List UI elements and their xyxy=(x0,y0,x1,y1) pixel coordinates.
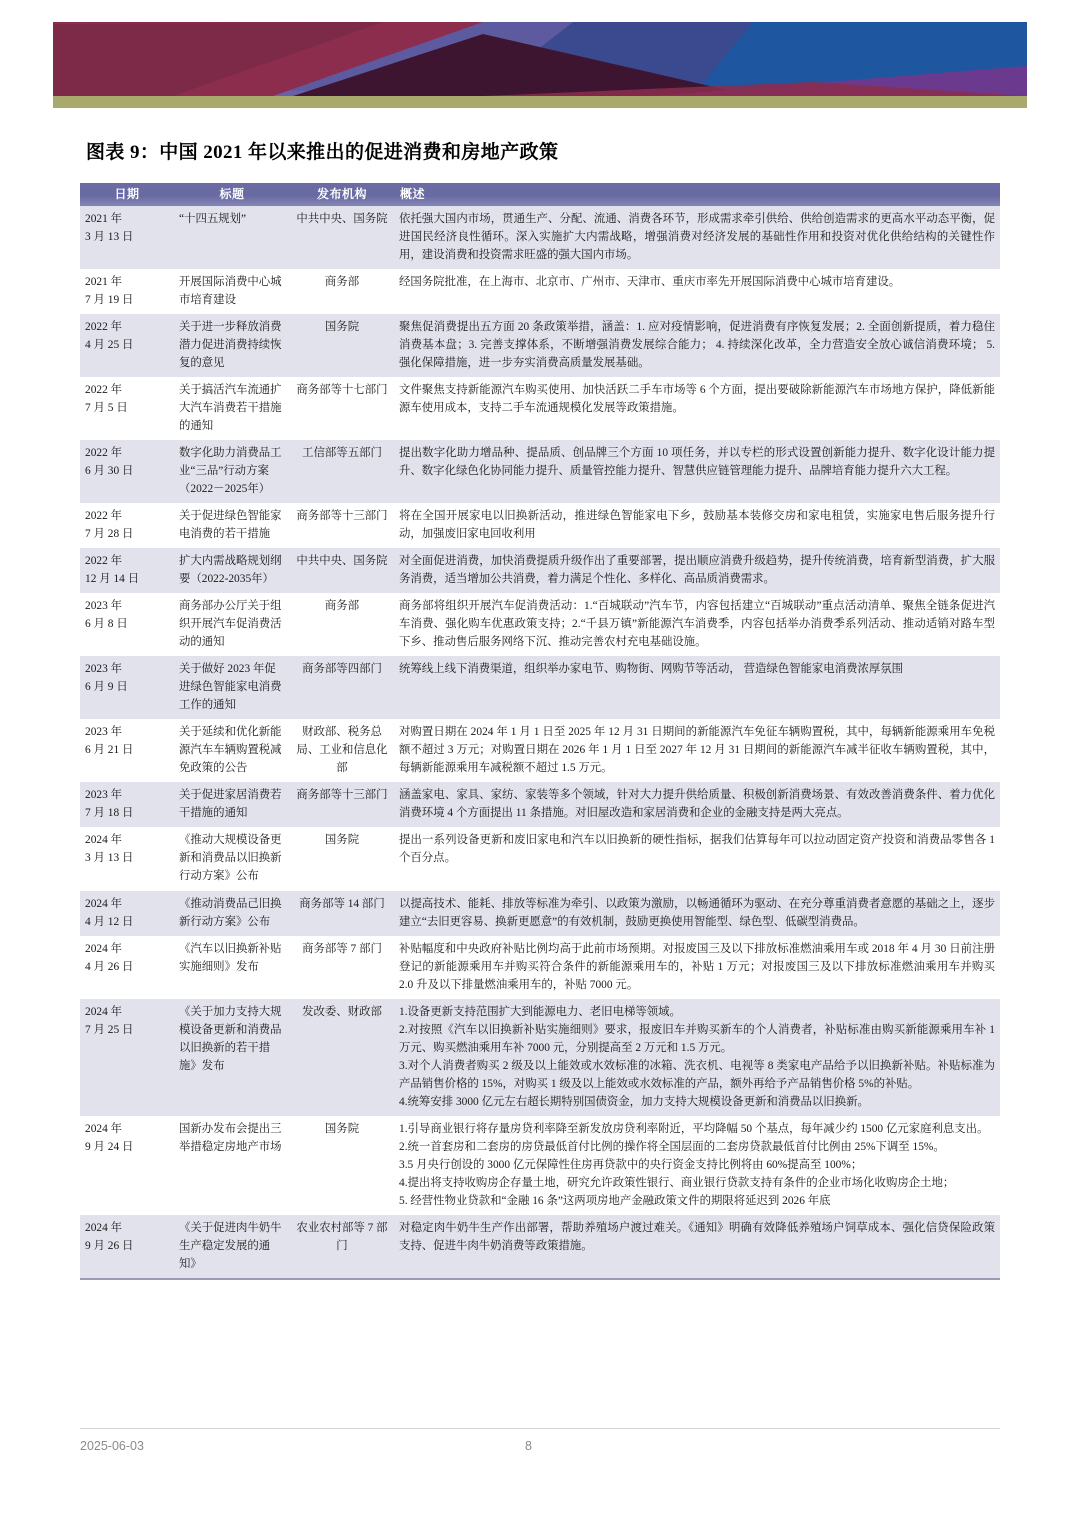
cell-title: “十四五规划” xyxy=(174,206,290,269)
cell-title: 商务部办公厅关于组织开展汽车促消费活动的通知 xyxy=(174,593,290,656)
cell-agency: 发改委、财政部 xyxy=(290,999,394,1116)
date-line: 4 月 12 日 xyxy=(85,915,134,928)
cell-date xyxy=(80,503,174,548)
cell-title: 《汽车以旧换新补贴实施细则》发布 xyxy=(174,936,290,999)
cell-summary xyxy=(394,656,1000,719)
table-row xyxy=(80,503,1000,548)
date-line: 4 月 26 日 xyxy=(85,960,134,973)
cell-agency: 商务部等 14 部门 xyxy=(290,891,394,936)
summary-paragraph: 文件聚焦支持新能源汽车购买使用、加快活跃二手车市场等 6 个方面，提出要破除新能源汽车市场地方保护，降低新能源车使用成本，支持二手车流通规模化发展等政策措施。 xyxy=(399,384,995,415)
summary-paragraph: 补贴幅度和中央政府补贴比例均高于此前市场预期。对报废国三及以下排放标准燃油乘用车或 2018 年 4 月 30 日前注册登记的新能源乘用车并购买符合条件的新能源乘用车的，补贴 1 万元；对报废国三及以下排放标准燃油乘用车并购买 2.0 升及以下排量燃油乘用车的，补贴 7000 元。 xyxy=(399,942,995,991)
date-line: 6 月 21 日 xyxy=(85,744,134,757)
date-line: 2022 年 xyxy=(85,447,123,460)
cell-title: 关于促进绿色智能家电消费的若干措施 xyxy=(174,503,290,548)
date-line: 2021 年 xyxy=(85,276,123,289)
cell-agency: 商务部等十三部门 xyxy=(290,503,394,548)
table-row xyxy=(80,269,1000,314)
cell-summary xyxy=(394,548,1000,593)
date-line: 7 月 5 日 xyxy=(85,402,128,415)
cell-title: 开展国际消费中心城市培育建设 xyxy=(174,269,290,314)
cell-summary xyxy=(394,314,1000,377)
date-line: 12 月 14 日 xyxy=(85,573,140,586)
cell-summary xyxy=(394,719,1000,782)
column-header-date: 日期 xyxy=(80,183,174,206)
cell-date xyxy=(80,440,174,503)
cell-title: 《推动大规模设备更新和消费品以旧换新行动方案》公布 xyxy=(174,827,290,890)
cell-agency: 国务院 xyxy=(290,314,394,377)
cell-date xyxy=(80,1215,174,1278)
date-line: 2024 年 xyxy=(85,834,123,847)
date-line: 6 月 9 日 xyxy=(85,681,128,694)
summary-paragraph: 对稳定肉牛奶牛生产作出部署，帮助养殖场户渡过难关。《通知》明确有效降低养殖场户饲草成本、强化信贷保险政策支持、促进牛肉牛奶消费等政策措施。 xyxy=(399,1221,995,1252)
cell-title: 数字化助力消费品工业“三品”行动方案（2022－2025年） xyxy=(174,440,290,503)
date-line: 2024 年 xyxy=(85,1221,123,1234)
table-row xyxy=(80,891,1000,936)
cell-agency: 商务部等十三部门 xyxy=(290,782,394,827)
date-line: 2024 年 xyxy=(85,942,123,955)
summary-paragraph: 1.设备更新支持范围扩大到能源电力、老旧电梯等领域。 xyxy=(399,1005,681,1018)
summary-paragraph: 提出数字化助力增品种、提品质、创品牌三个方面 10 项任务，并以专栏的形式设置创新能力提升、数字化设计能力提升、数字化绿色化协同能力提升、质量管控能力提升、智慧供应链管理能力提升、品牌培育能力提升六大工程。 xyxy=(399,447,995,478)
cell-summary xyxy=(394,1116,1000,1215)
date-line: 7 月 18 日 xyxy=(85,807,134,820)
cell-agency: 中共中央、国务院 xyxy=(290,548,394,593)
summary-paragraph: 3.5 月央行创设的 3000 亿元保障性住房再贷款中的央行资金支持比例将由 60%提高至 100%； xyxy=(399,1158,863,1171)
cell-date xyxy=(80,377,174,440)
cell-title: 关于延续和优化新能源汽车车辆购置税减免政策的公告 xyxy=(174,719,290,782)
summary-paragraph: 涵盖家电、家具、家纺、家装等多个领域，针对大力提升供给质量、积极创新消费场景、有效改善消费条件、着力优化消费环境 4 个方面提出 11 条措施。对旧屋改造和家居消费和企业的金融支持是两大亮点。 xyxy=(399,789,995,820)
table-row xyxy=(80,782,1000,827)
column-header-agency: 发布机构 xyxy=(290,183,394,206)
summary-paragraph: 4.提出将支持收购房企存量土地，研究允许政策性银行、商业银行贷款支持有条件的企业市场化收购房企土地； xyxy=(399,1176,955,1189)
date-line: 2022 年 xyxy=(85,384,123,397)
date-line: 7 月 28 日 xyxy=(85,528,134,541)
footer-date: 2025-06-03 xyxy=(80,1439,144,1453)
date-line: 2022 年 xyxy=(85,510,123,523)
cell-summary xyxy=(394,999,1000,1116)
table-row xyxy=(80,719,1000,782)
date-line: 2024 年 xyxy=(85,1122,123,1135)
cell-agency: 财政部、税务总局、工业和信息化部 xyxy=(290,719,394,782)
footer-page-number: 8 xyxy=(525,1439,532,1453)
page-footer xyxy=(80,1437,1000,1461)
table-row xyxy=(80,936,1000,999)
cell-agency: 工信部等五部门 xyxy=(290,440,394,503)
cell-title: 关于进一步释放消费潜力促进消费持续恢复的意见 xyxy=(174,314,290,377)
cell-summary xyxy=(394,503,1000,548)
column-header-title: 标题 xyxy=(174,183,290,206)
cell-date xyxy=(80,1116,174,1215)
cell-title: 《推动消费品己旧换新行动方案》公布 xyxy=(174,891,290,936)
policy-table xyxy=(80,183,1000,1278)
cell-date xyxy=(80,656,174,719)
table-row xyxy=(80,440,1000,503)
date-line: 9 月 26 日 xyxy=(85,1239,134,1252)
date-line: 2023 年 xyxy=(85,600,123,613)
cell-summary xyxy=(394,827,1000,890)
cell-summary xyxy=(394,440,1000,503)
cell-summary xyxy=(394,782,1000,827)
table-body xyxy=(80,206,1000,1278)
date-line: 6 月 30 日 xyxy=(85,465,134,478)
cell-agency: 商务部等四部门 xyxy=(290,656,394,719)
summary-paragraph: 4.统筹安排 3000 亿元左右超长期特别国债资金，加力支持大规模设备更新和消费品以旧换新。 xyxy=(399,1095,869,1108)
date-line: 7 月 25 日 xyxy=(85,1023,134,1036)
policy-table-container xyxy=(80,183,1000,1278)
summary-paragraph: 依托强大国内市场，贯通生产、分配、流通、消费各环节，形成需求牵引供给、供给创造需求的更高水平动态平衡，促进国民经济良性循环。深入实施扩大内需战略，增强消费对经济发展的基础性作用和投资对优化供给结构的关键性作用，建设消费和投资需求旺盛的强大国内市场。 xyxy=(399,213,995,262)
date-line: 2022 年 xyxy=(85,321,123,334)
summary-paragraph: 5. 经营性物业贷款和“金融 16 条”这两项房地产金融政策文件的期限将延迟到 2026 年底 xyxy=(399,1194,831,1207)
date-line: 2023 年 xyxy=(85,663,123,676)
table-row xyxy=(80,314,1000,377)
summary-paragraph: 2.对按照《汽车以旧换新补贴实施细则》要求，报废旧车并购买新车的个人消费者，补贴标准由购买新能源乘用车补 1 万元、购买燃油乘用车补 7000 元，分别提高至 2 万元和 1.5 万元。 xyxy=(399,1023,995,1054)
cell-agency: 国务院 xyxy=(290,1116,394,1215)
cell-date xyxy=(80,269,174,314)
cell-agency: 中共中央、国务院 xyxy=(290,206,394,269)
date-line: 9 月 24 日 xyxy=(85,1140,134,1153)
cell-title: 关于搞活汽车流通扩大汽车消费若干措施的通知 xyxy=(174,377,290,440)
cell-summary xyxy=(394,936,1000,999)
cell-agency: 商务部等十七部门 xyxy=(290,377,394,440)
footer-divider xyxy=(80,1428,1000,1429)
summary-paragraph: 经国务院批准，在上海市、北京市、广州市、天津市、重庆市率先开展国际消费中心城市培育建设。 xyxy=(399,276,901,289)
table-bottom-rule xyxy=(80,1278,1000,1280)
cell-title: 国新办发布会提出三举措稳定房地产市场 xyxy=(174,1116,290,1215)
summary-paragraph: 聚焦促消费提出五方面 20 条政策举措，涵盖：1. 应对疫情影响，促进消费有序恢复发展；2. 全面创新提质，着力稳住消费基本盘；3. 完善支撑体系，不断增强消费发展综合能力； 4. 持续深化改革，全力营造安全放心诚信消费环境； 5. 强化保障措施，进一步夯实消费高质量发展基础。 xyxy=(399,321,995,370)
cell-date xyxy=(80,593,174,656)
summary-paragraph: 对全面促进消费，加快消费提质升级作出了重要部署，提出顺应消费升级趋势，提升传统消费，培育新型消费，扩大服务消费，适当增加公共消费，着力满足个性化、多样化、高品质消费需求。 xyxy=(399,555,995,586)
date-line: 2021 年 xyxy=(85,213,123,225)
table-header-row xyxy=(80,183,1000,206)
date-line: 3 月 13 日 xyxy=(85,231,134,244)
date-line: 6 月 8 日 xyxy=(85,618,128,631)
cell-date xyxy=(80,314,174,377)
date-line: 7 月 19 日 xyxy=(85,294,134,307)
table-row xyxy=(80,206,1000,269)
cell-agency: 国务院 xyxy=(290,827,394,890)
summary-paragraph: 统筹线上线下消费渠道，组织举办家电节、购物街、网购节等活动， 营造绿色智能家电消费浓厚氛围 xyxy=(399,663,904,676)
cell-summary xyxy=(394,377,1000,440)
cell-date xyxy=(80,999,174,1116)
summary-paragraph: 商务部将组织开展汽车促消费活动：1.“百城联动”汽车节，内容包括建立“百城联动”重点活动清单、聚焦全链条促进汽车消费、强化购车优惠政策支持；2.“千县万镇”新能源汽车消费季，内容包括举办消费季系列活动、推动适销对路车型下乡、推动售后服务网络下沉、推动完善农村充电基础设施。 xyxy=(399,600,995,649)
table-row xyxy=(80,593,1000,656)
cell-agency: 商务部 xyxy=(290,593,394,656)
summary-paragraph: 对购置日期在 2024 年 1 月 1 日至 2025 年 12 月 31 日期间的新能源汽车免征车辆购置税，其中，每辆新能源乘用车免税额不超过 3 万元；对购置日期在 2026 年 1 月 1 日至 2027 年 12 月 31 日期间的新能源汽车减半征收车辆购置税，其中，每辆新能源乘用车减税额不超过 1.5 万元。 xyxy=(399,726,995,775)
summary-paragraph: 3.对个人消费者购买 2 级及以上能效或水效标准的冰箱、洗衣机、电视等 8 类家电产品给予以旧换新补贴。补贴标准为产品销售价格的 15%，对购买 1 级及以上能效或水效标准的产品，额外再给予产品销售价格 5%的补贴。 xyxy=(399,1059,995,1090)
cell-date xyxy=(80,782,174,827)
cell-date xyxy=(80,827,174,890)
figure-title: 图表 9：中国 2021 年以来推出的促进消费和房地产政策 xyxy=(86,142,559,163)
cell-agency: 商务部等 7 部门 xyxy=(290,936,394,999)
date-line: 2022 年 xyxy=(85,555,123,568)
column-header-summary: 概述 xyxy=(394,183,1000,206)
cell-title: 《关于促进肉牛奶牛生产稳定发展的通知》 xyxy=(174,1215,290,1278)
cell-summary xyxy=(394,1215,1000,1278)
summary-paragraph: 1.引导商业银行将存量房贷利率降至新发放房贷利率附近，平均降幅 50 个基点，每年减少约 1500 亿元家庭利息支出。 xyxy=(399,1122,989,1135)
cell-title: 关于做好 2023 年促进绿色智能家电消费工作的通知 xyxy=(174,656,290,719)
cell-agency: 农业农村部等 7 部门 xyxy=(290,1215,394,1278)
cell-title: 关于促进家居消费若干措施的通知 xyxy=(174,782,290,827)
date-line: 2024 年 xyxy=(85,1005,123,1018)
summary-paragraph: 提出一系列设备更新和废旧家电和汽车以旧换新的硬性指标，据我们估算每年可以拉动固定资产投资和消费品零售各 1 个百分点。 xyxy=(399,834,995,865)
cell-date xyxy=(80,548,174,593)
header-banner xyxy=(53,22,1027,108)
cell-agency: 商务部 xyxy=(290,269,394,314)
cell-date xyxy=(80,936,174,999)
table-row xyxy=(80,1215,1000,1278)
table-row xyxy=(80,377,1000,440)
table-row xyxy=(80,1116,1000,1215)
date-line: 2023 年 xyxy=(85,789,123,802)
cell-title: 《关于加力支持大规模设备更新和消费品以旧换新的若干措施》发布 xyxy=(174,999,290,1116)
cell-date xyxy=(80,891,174,936)
table-row xyxy=(80,827,1000,890)
cell-summary xyxy=(394,206,1000,269)
date-line: 4 月 25 日 xyxy=(85,339,134,352)
cell-summary xyxy=(394,891,1000,936)
summary-paragraph: 将在全国开展家电以旧换新活动，推进绿色智能家电下乡，鼓励基本装修交房和家电租赁，实施家电售后服务提升行动，加强废旧家电回收利用 xyxy=(399,510,995,541)
cell-summary xyxy=(394,593,1000,656)
cell-date xyxy=(80,719,174,782)
summary-paragraph: 2.统一首套房和二套房的房贷最低首付比例的操作将全国层面的二套房贷款最低首付比例由 25%下调至 15%。 xyxy=(399,1140,945,1153)
date-line: 2024 年 xyxy=(85,897,123,910)
summary-paragraph: 以提高技术、能耗、排放等标准为牵引、以政策为激励，以畅通循环为驱动、在充分尊重消费者意愿的基础之上，逐步建立“去旧更容易、换新更愿意”的有效机制，鼓励更换使用智能型、绿色型、低碳型消费品。 xyxy=(399,897,995,928)
cell-title: 扩大内需战略规划纲要（2022-2035年） xyxy=(174,548,290,593)
cell-summary xyxy=(394,269,1000,314)
table-header xyxy=(80,183,1000,206)
table-row xyxy=(80,656,1000,719)
date-line: 2023 年 xyxy=(85,726,123,739)
header-banner-graphic xyxy=(53,22,1027,108)
cell-date xyxy=(80,206,174,269)
table-row xyxy=(80,999,1000,1116)
date-line: 3 月 13 日 xyxy=(85,852,134,865)
table-row xyxy=(80,548,1000,593)
